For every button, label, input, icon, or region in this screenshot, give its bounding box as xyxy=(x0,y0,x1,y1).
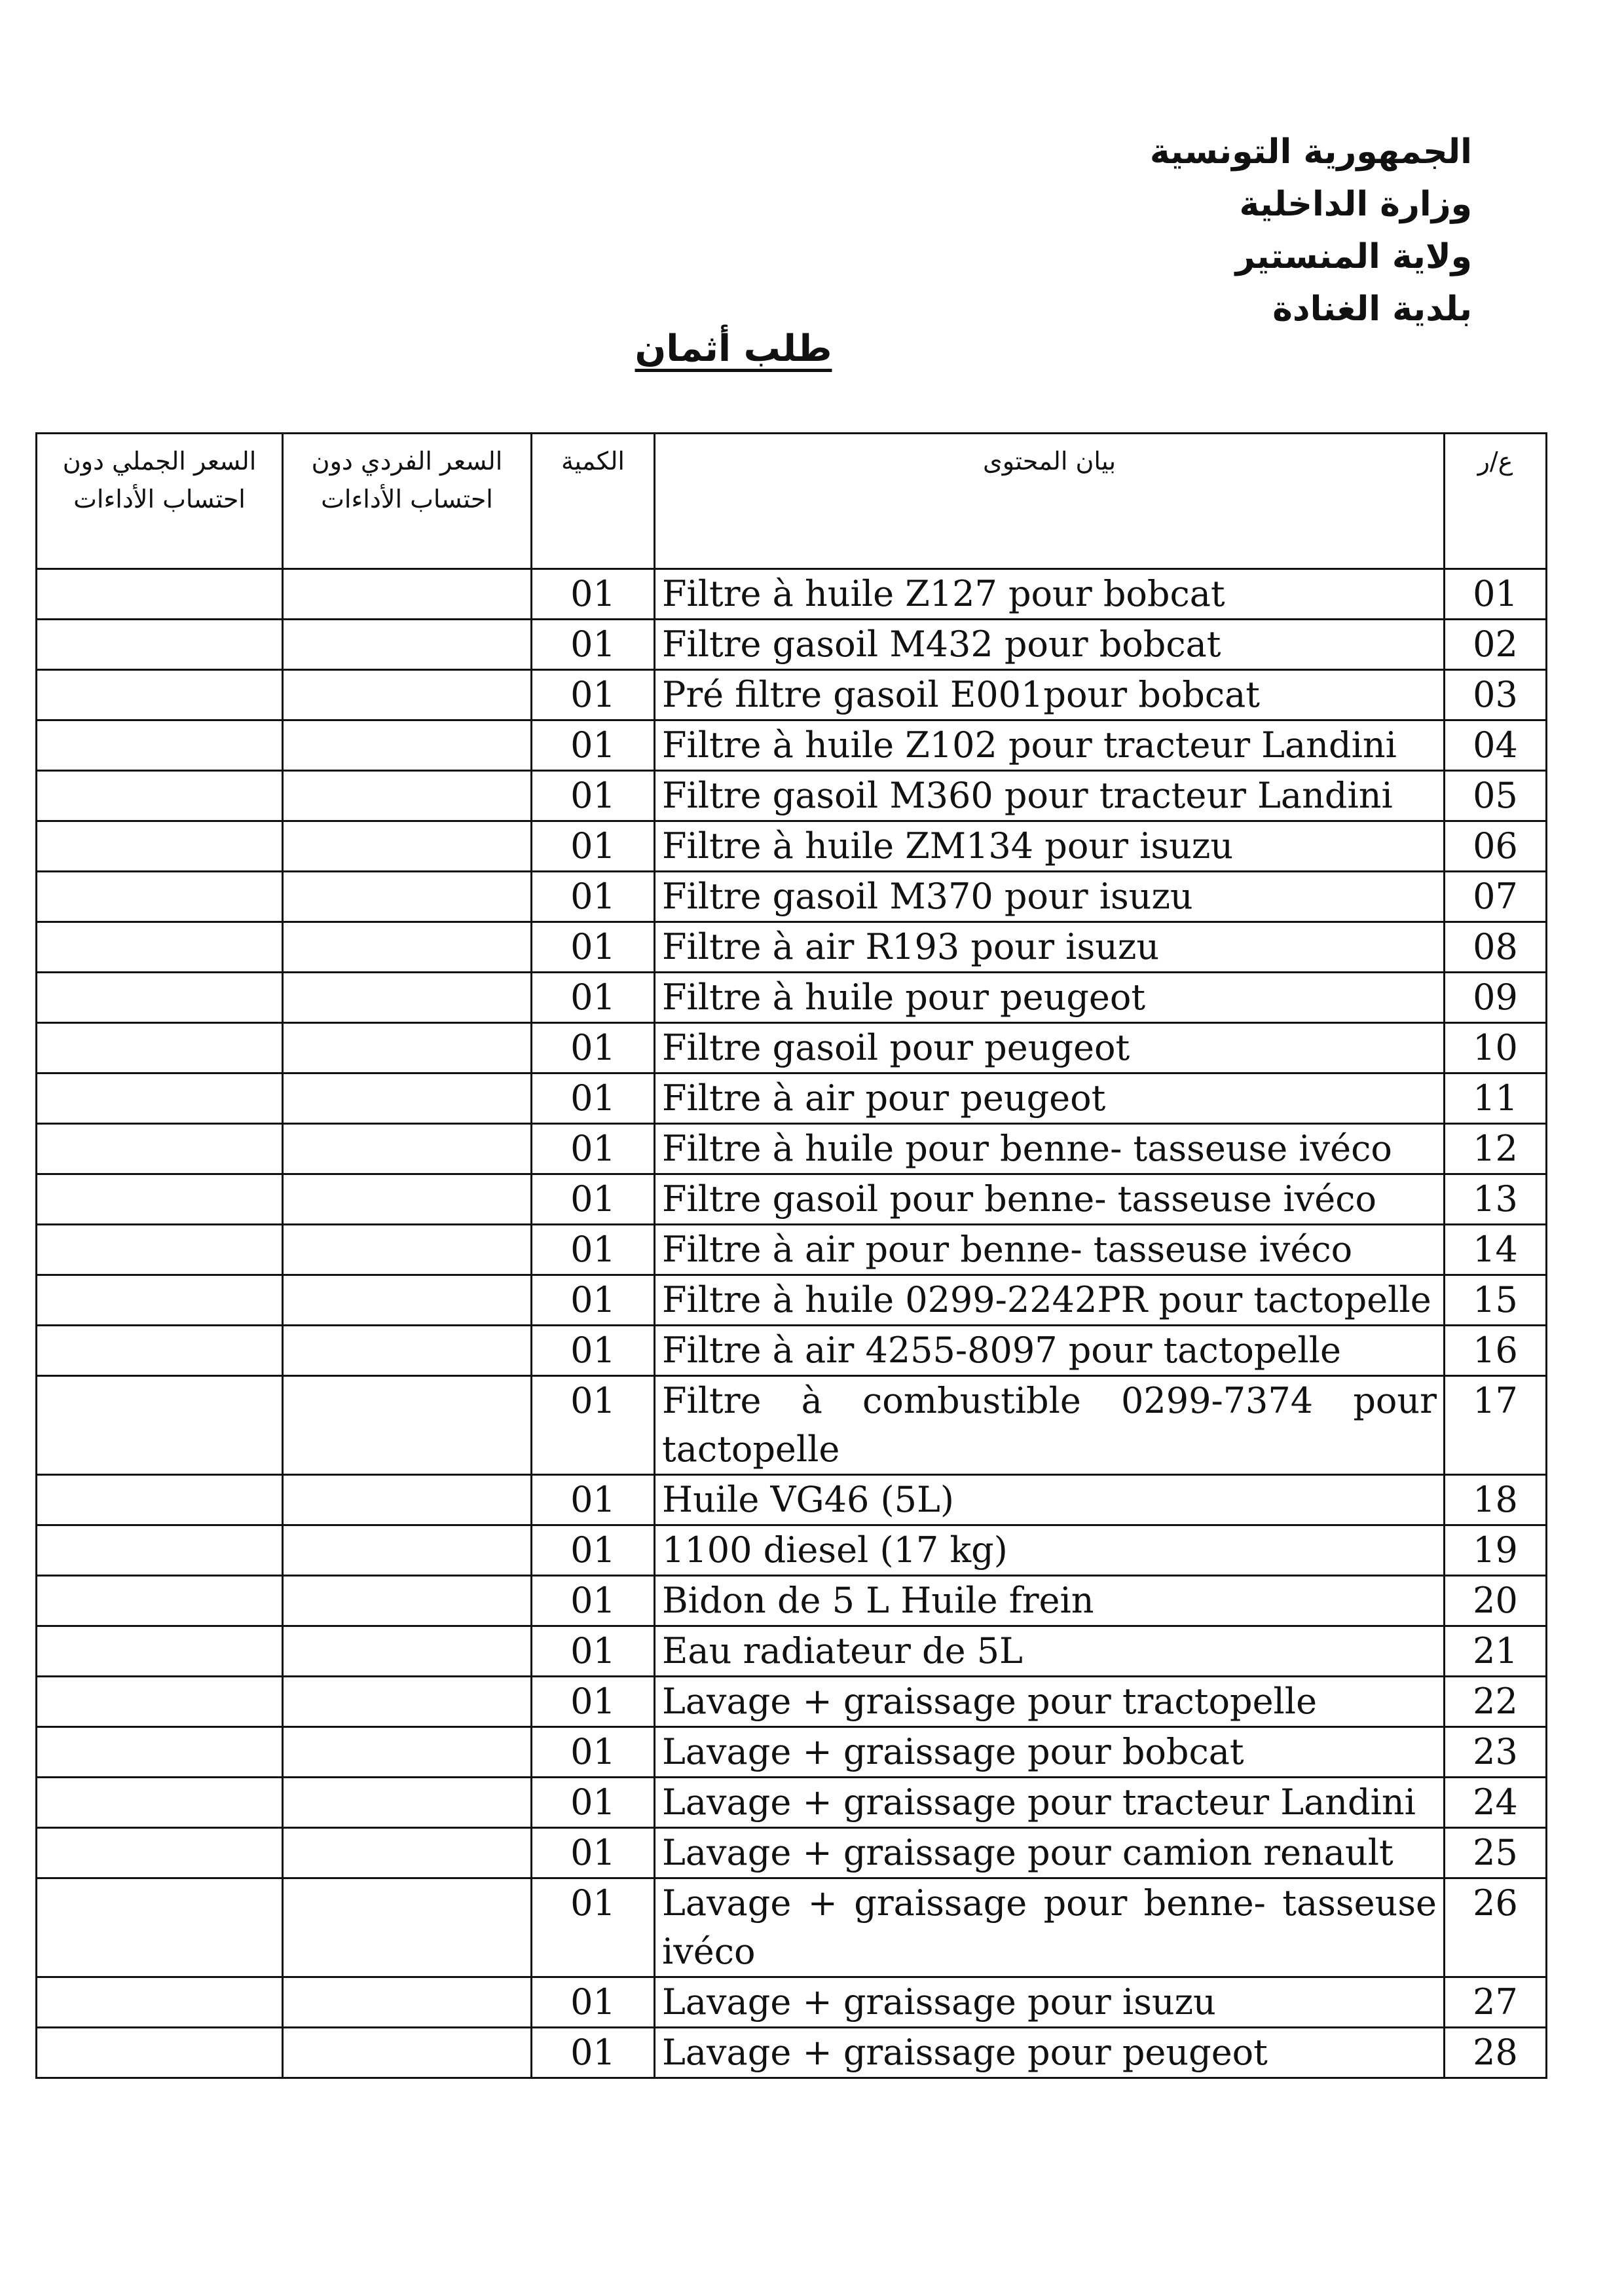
cell-number: 28 xyxy=(1445,2028,1547,2078)
cell-description: Filtre gasoil pour benne- tasseuse ivéco xyxy=(655,1174,1445,1225)
cell-quantity: 01 xyxy=(532,1677,655,1727)
table-row xyxy=(37,1878,1547,1977)
table-row xyxy=(37,1525,1547,1576)
header-quantity: الكمية xyxy=(532,434,655,569)
cell-description: Bidon de 5 L Huile frein xyxy=(655,1576,1445,1626)
table-row xyxy=(37,2028,1547,2078)
cell-total-price[interactable] xyxy=(37,1878,283,1977)
cell-description: Lavage + graissage pour tractopelle xyxy=(655,1677,1445,1727)
cell-unit-price[interactable] xyxy=(283,771,532,821)
cell-total-price[interactable] xyxy=(37,569,283,620)
cell-quantity: 01 xyxy=(532,922,655,973)
cell-unit-price[interactable] xyxy=(283,1525,532,1576)
cell-number: 03 xyxy=(1445,670,1547,720)
cell-total-price[interactable] xyxy=(37,1023,283,1073)
table-row xyxy=(37,1977,1547,2028)
cell-unit-price[interactable] xyxy=(283,1977,532,2028)
cell-description: Filtre à combustible 0299-7374 pour tactopelle xyxy=(655,1376,1445,1475)
letterhead-line-governorate: ولاية المنستير xyxy=(1235,237,1472,276)
cell-unit-price[interactable] xyxy=(283,1225,532,1275)
cell-description: Filtre à huile Z127 pour bobcat xyxy=(655,569,1445,620)
cell-total-price[interactable] xyxy=(37,1828,283,1878)
cell-total-price[interactable] xyxy=(37,1778,283,1828)
table-row xyxy=(37,1225,1547,1275)
cell-unit-price[interactable] xyxy=(283,973,532,1023)
cell-quantity: 01 xyxy=(532,2028,655,2078)
cell-number: 12 xyxy=(1445,1124,1547,1174)
table-row xyxy=(37,1023,1547,1073)
cell-description: Lavage + graissage pour camion renault xyxy=(655,1828,1445,1878)
document-title-wrapper xyxy=(0,327,1624,370)
cell-unit-price[interactable] xyxy=(283,1124,532,1174)
cell-total-price[interactable] xyxy=(37,821,283,872)
letterhead xyxy=(1014,126,1472,335)
cell-unit-price[interactable] xyxy=(283,1475,532,1525)
table-row xyxy=(37,569,1547,620)
cell-unit-price[interactable] xyxy=(283,670,532,720)
cell-quantity: 01 xyxy=(532,1727,655,1778)
cell-description: Filtre à huile pour peugeot xyxy=(655,973,1445,1023)
cell-unit-price[interactable] xyxy=(283,1727,532,1778)
table-row xyxy=(37,670,1547,720)
cell-number: 19 xyxy=(1445,1525,1547,1576)
cell-number: 17 xyxy=(1445,1376,1547,1475)
cell-quantity: 01 xyxy=(532,1828,655,1878)
cell-unit-price[interactable] xyxy=(283,1878,532,1977)
cell-description: Lavage + graissage pour isuzu xyxy=(655,1977,1445,2028)
cell-description: Filtre à air R193 pour isuzu xyxy=(655,922,1445,973)
cell-unit-price[interactable] xyxy=(283,1174,532,1225)
cell-quantity: 01 xyxy=(532,1376,655,1475)
cell-total-price[interactable] xyxy=(37,720,283,771)
cell-quantity: 01 xyxy=(532,569,655,620)
cell-unit-price[interactable] xyxy=(283,1326,532,1376)
cell-total-price[interactable] xyxy=(37,620,283,670)
cell-quantity: 01 xyxy=(532,1124,655,1174)
cell-unit-price[interactable] xyxy=(283,720,532,771)
cell-quantity: 01 xyxy=(532,1878,655,1977)
table-row xyxy=(37,1778,1547,1828)
cell-number: 07 xyxy=(1445,872,1547,922)
cell-number: 08 xyxy=(1445,922,1547,973)
table-row xyxy=(37,1576,1547,1626)
cell-total-price[interactable] xyxy=(37,2028,283,2078)
table-row xyxy=(37,1124,1547,1174)
cell-total-price[interactable] xyxy=(37,1124,283,1174)
table-row xyxy=(37,620,1547,670)
cell-number: 22 xyxy=(1445,1677,1547,1727)
table-row xyxy=(37,1174,1547,1225)
cell-number: 27 xyxy=(1445,1977,1547,2028)
table-row xyxy=(37,1677,1547,1727)
cell-number: 20 xyxy=(1445,1576,1547,1626)
cell-total-price[interactable] xyxy=(37,1275,283,1326)
header-number: ع/ر xyxy=(1445,434,1547,569)
cell-total-price[interactable] xyxy=(37,1174,283,1225)
cell-number: 23 xyxy=(1445,1727,1547,1778)
cell-description: Filtre à huile ZM134 pour isuzu xyxy=(655,821,1445,872)
cell-unit-price[interactable] xyxy=(283,2028,532,2078)
header-unit-price: السعر الفردي دون احتساب الأداءات xyxy=(283,434,532,569)
cell-total-price[interactable] xyxy=(37,1525,283,1576)
cell-total-price[interactable] xyxy=(37,1475,283,1525)
cell-number: 01 xyxy=(1445,569,1547,620)
cell-number: 04 xyxy=(1445,720,1547,771)
cell-quantity: 01 xyxy=(532,1525,655,1576)
letterhead-line-ministry: وزارة الداخلية xyxy=(1239,185,1472,224)
table-row xyxy=(37,872,1547,922)
cell-total-price[interactable] xyxy=(37,1626,283,1677)
document-title: طلب أثمان xyxy=(635,327,832,370)
cell-description: Lavage + graissage pour bobcat xyxy=(655,1727,1445,1778)
cell-number: 18 xyxy=(1445,1475,1547,1525)
cell-unit-price[interactable] xyxy=(283,569,532,620)
cell-number: 10 xyxy=(1445,1023,1547,1073)
cell-description: Filtre gasoil M360 pour tracteur Landini xyxy=(655,771,1445,821)
cell-total-price[interactable] xyxy=(37,872,283,922)
cell-unit-price[interactable] xyxy=(283,1073,532,1124)
cell-unit-price[interactable] xyxy=(283,620,532,670)
table-row xyxy=(37,1376,1547,1475)
cell-quantity: 01 xyxy=(532,1174,655,1225)
cell-unit-price[interactable] xyxy=(283,1376,532,1475)
cell-unit-price[interactable] xyxy=(283,1778,532,1828)
cell-description: Filtre à huile pour benne- tasseuse ivéco xyxy=(655,1124,1445,1174)
cell-quantity: 01 xyxy=(532,872,655,922)
cell-number: 24 xyxy=(1445,1778,1547,1828)
cell-quantity: 01 xyxy=(532,821,655,872)
cell-description: Huile VG46 (5L) xyxy=(655,1475,1445,1525)
letterhead-line-municipality: بلدية الغنادة xyxy=(1272,289,1472,329)
cell-total-price[interactable] xyxy=(37,1225,283,1275)
cell-description: Filtre gasoil M432 pour bobcat xyxy=(655,620,1445,670)
table-row xyxy=(37,1073,1547,1124)
cell-number: 09 xyxy=(1445,973,1547,1023)
cell-quantity: 01 xyxy=(532,771,655,821)
cell-total-price[interactable] xyxy=(37,922,283,973)
cell-unit-price[interactable] xyxy=(283,821,532,872)
cell-total-price[interactable] xyxy=(37,1727,283,1778)
cell-number: 11 xyxy=(1445,1073,1547,1124)
cell-description: Filtre à huile Z102 pour tracteur Landini xyxy=(655,720,1445,771)
cell-total-price[interactable] xyxy=(37,771,283,821)
table-row xyxy=(37,1275,1547,1326)
cell-description: Lavage + graissage pour peugeot xyxy=(655,2028,1445,2078)
header-description: بيان المحتوى xyxy=(655,434,1445,569)
cell-description: Eau radiateur de 5L xyxy=(655,1626,1445,1677)
table-body xyxy=(37,569,1547,2078)
cell-unit-price[interactable] xyxy=(283,1677,532,1727)
cell-total-price[interactable] xyxy=(37,1326,283,1376)
cell-quantity: 01 xyxy=(532,973,655,1023)
cell-unit-price[interactable] xyxy=(283,1576,532,1626)
cell-number: 21 xyxy=(1445,1626,1547,1677)
table-row xyxy=(37,771,1547,821)
cell-number: 15 xyxy=(1445,1275,1547,1326)
cell-number: 13 xyxy=(1445,1174,1547,1225)
cell-description: Filtre à huile 0299-2242PR pour tactopelle xyxy=(655,1275,1445,1326)
cell-total-price[interactable] xyxy=(37,1677,283,1727)
cell-number: 02 xyxy=(1445,620,1547,670)
cell-number: 16 xyxy=(1445,1326,1547,1376)
cell-quantity: 01 xyxy=(532,1626,655,1677)
table-row xyxy=(37,821,1547,872)
cell-description: Filtre à air pour benne- tasseuse ivéco xyxy=(655,1225,1445,1275)
letterhead-line-republic: الجمهورية التونسية xyxy=(1149,132,1472,172)
cell-description: Pré filtre gasoil E001pour bobcat xyxy=(655,670,1445,720)
cell-unit-price[interactable] xyxy=(283,1626,532,1677)
cell-unit-price[interactable] xyxy=(283,872,532,922)
cell-quantity: 01 xyxy=(532,1225,655,1275)
cell-quantity: 01 xyxy=(532,1778,655,1828)
cell-description: Lavage + graissage pour benne- tasseuse ivéco xyxy=(655,1878,1445,1977)
table-header-row xyxy=(37,434,1547,569)
cell-number: 25 xyxy=(1445,1828,1547,1878)
items-table xyxy=(35,432,1547,2079)
cell-quantity: 01 xyxy=(532,1275,655,1326)
table-row xyxy=(37,1828,1547,1878)
cell-quantity: 01 xyxy=(532,1475,655,1525)
cell-total-price[interactable] xyxy=(37,973,283,1023)
cell-quantity: 01 xyxy=(532,1073,655,1124)
cell-total-price[interactable] xyxy=(37,1576,283,1626)
cell-quantity: 01 xyxy=(532,1977,655,2028)
cell-total-price[interactable] xyxy=(37,670,283,720)
table-row xyxy=(37,1326,1547,1376)
table-row xyxy=(37,922,1547,973)
table-row xyxy=(37,1626,1547,1677)
cell-quantity: 01 xyxy=(532,1576,655,1626)
cell-quantity: 01 xyxy=(532,1326,655,1376)
cell-unit-price[interactable] xyxy=(283,1023,532,1073)
header-total-price: السعر الجملي دون احتساب الأداءات xyxy=(37,434,283,569)
table-row xyxy=(37,1475,1547,1525)
cell-description: Lavage + graissage pour tracteur Landini xyxy=(655,1778,1445,1828)
cell-unit-price[interactable] xyxy=(283,1828,532,1878)
cell-number: 06 xyxy=(1445,821,1547,872)
cell-quantity: 01 xyxy=(532,1023,655,1073)
cell-description: Filtre à air 4255-8097 pour tactopelle xyxy=(655,1326,1445,1376)
cell-unit-price[interactable] xyxy=(283,922,532,973)
table-row xyxy=(37,973,1547,1023)
cell-description: 1100 diesel (17 kg) xyxy=(655,1525,1445,1576)
cell-number: 26 xyxy=(1445,1878,1547,1977)
table-row xyxy=(37,1727,1547,1778)
cell-quantity: 01 xyxy=(532,720,655,771)
cell-unit-price[interactable] xyxy=(283,1275,532,1326)
cell-description: Filtre gasoil M370 pour isuzu xyxy=(655,872,1445,922)
cell-number: 05 xyxy=(1445,771,1547,821)
cell-quantity: 01 xyxy=(532,670,655,720)
table-row xyxy=(37,720,1547,771)
cell-quantity: 01 xyxy=(532,620,655,670)
cell-description: Filtre à air pour peugeot xyxy=(655,1073,1445,1124)
cell-number: 14 xyxy=(1445,1225,1547,1275)
cell-description: Filtre gasoil pour peugeot xyxy=(655,1023,1445,1073)
cell-total-price[interactable] xyxy=(37,1073,283,1124)
cell-total-price[interactable] xyxy=(37,1977,283,2028)
cell-total-price[interactable] xyxy=(37,1376,283,1475)
